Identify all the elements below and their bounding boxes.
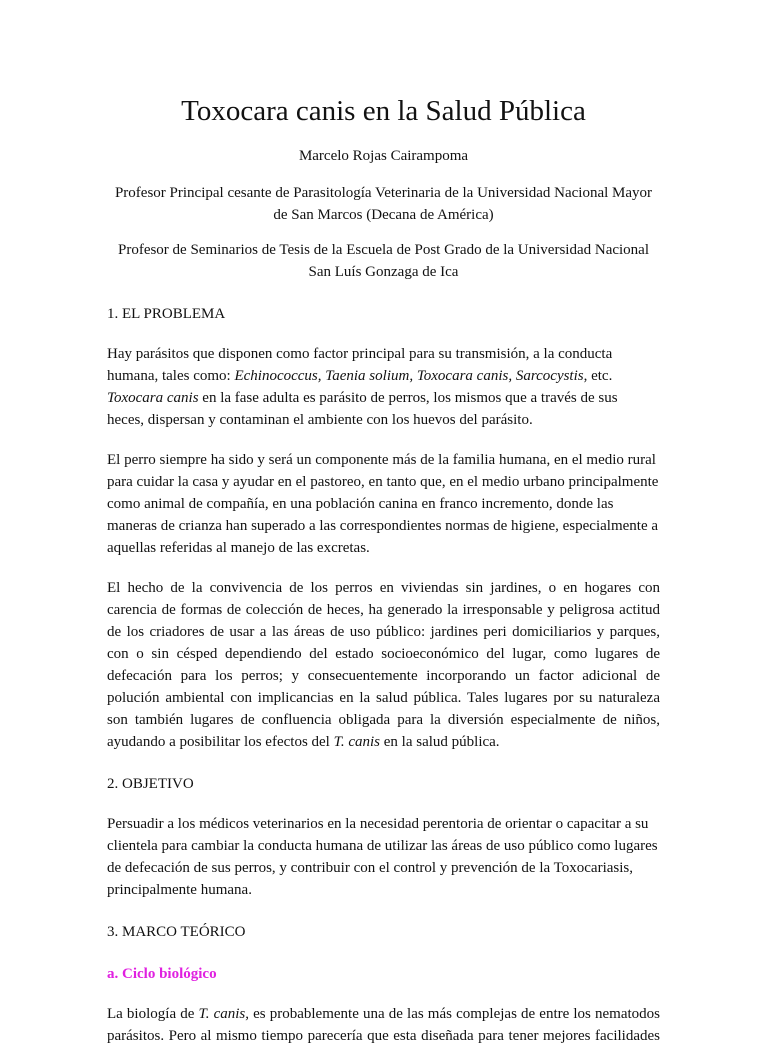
paragraph-objetivo [107, 813, 660, 901]
paragraph-line: con o sin césped dependiendo del estado socioeconómico del lugar, como lugares de [107, 646, 660, 662]
section-heading-problema: 1. EL PROBLEMA [107, 306, 226, 322]
paragraph-line [107, 731, 660, 753]
affiliation-2-line-2: San Luís Gonzaga de Ica [308, 264, 459, 280]
text-run: en la salud pública. [380, 734, 500, 750]
paragraph-line: polución ambiental con implicancias en la salud pública. Tales lugares por su naturaleza [107, 690, 660, 706]
author-name: Marcelo Rojas Cairampoma [298, 148, 469, 164]
species-names: Echinococcus, Taenia solium, Toxocara canis, Sarcocystis [234, 368, 584, 384]
paragraph-line: parásitos. Pero al mismo tiempo parecería que esta diseñada para tener mejores facilidades [107, 1028, 660, 1044]
paragraph-line: para cuidar la casa y ayudar en el pastoreo, en tanto que, en el medio urbano principalmente [107, 474, 659, 490]
text-run: , es probablemente una de las más complejas de entre los nematodos [245, 1006, 660, 1022]
text-run: La biología de [107, 1006, 199, 1022]
text-run: , etc. [583, 368, 613, 384]
paragraph-line: maneras de crianza han superado a las correspondientes normas de higiene, especialmente a [107, 518, 659, 534]
paragraph-line [107, 365, 660, 387]
paragraph-line: principalmente humana. [107, 882, 252, 898]
affiliation-1-line-2: de San Marcos (Decana de América) [273, 207, 494, 223]
paragraph-ciclo [107, 1003, 660, 1047]
paragraph-line: como animal de compañía, en una población canina en franco incremento, donde las [107, 496, 614, 512]
text-run: humana, tales como: [107, 368, 235, 384]
paragraph-problema-2 [107, 449, 660, 559]
paragraph-line: de los criadores de usar a las áreas de uso público: jardines peri domiciliarios y parques, [107, 624, 660, 640]
paragraph-line [107, 1003, 660, 1025]
document-title: Toxocara canis en la Salud Pública [181, 95, 586, 127]
paragraph-line: El hecho de la convivencia de los perros en viviendas sin jardines, o en hogares con [107, 580, 660, 596]
affiliation-2 [107, 239, 660, 283]
text-run: en la fase adulta es parásito de perros, los mismos que a través de sus [198, 390, 618, 406]
paragraph-line: carencia de formas de colección de heces, ha generado la irresponsable y peligrosa actitud [107, 602, 660, 618]
section-heading-objetivo: 2. OBJETIVO [107, 776, 194, 792]
affiliation-1 [107, 182, 660, 226]
paragraph-line: heces, dispersan y contaminan el ambiente con los huevos del parásito. [107, 412, 533, 428]
paragraph-line: El perro siempre ha sido y será un componente más de la familia humana, en el medio rural [107, 452, 656, 468]
paragraph-line: de defecación de sus perros, y contribuir con el control y prevención de la Toxocariasis, [107, 860, 633, 876]
species-name: T. canis [198, 1006, 246, 1022]
paragraph-problema-1 [107, 343, 660, 431]
paragraph-line: Hay parásitos que disponen como factor principal para su transmisión, a la conducta [107, 346, 613, 362]
paragraph-line: clientela para cambiar la conducta humana de utilizar las áreas de uso público como lugares [107, 838, 658, 854]
paragraph-line [107, 387, 660, 409]
text-run: ayudando a posibilitar los efectos del [107, 734, 334, 750]
paragraph-problema-3 [107, 577, 660, 753]
paragraph-line: son también lugares de confluencia obligada para la diversión especialmente de niños, [107, 712, 660, 728]
affiliation-2-line-1: Profesor de Seminarios de Tesis de la Escuela de Post Grado de la Universidad Nacional [117, 242, 650, 258]
species-name: T. canis [333, 734, 381, 750]
paragraph-line: Persuadir a los médicos veterinarios en la necesidad perentoria de orientar o capacitar a su [107, 816, 649, 832]
subheading-ciclo-biologico: a. Ciclo biológico [107, 966, 217, 982]
section-heading-marco-teorico: 3. MARCO TEÓRICO [107, 924, 246, 940]
paragraph-line: aquellas referidas al manejo de las excretas. [107, 540, 370, 556]
affiliation-1-line-1: Profesor Principal cesante de Parasitología Veterinaria de la Universidad Nacional Mayor [114, 185, 653, 201]
species-name: Toxocara canis [107, 390, 199, 406]
paragraph-line: defecación para los perros; y consecuentemente incorporando un factor adicional de [107, 668, 660, 684]
